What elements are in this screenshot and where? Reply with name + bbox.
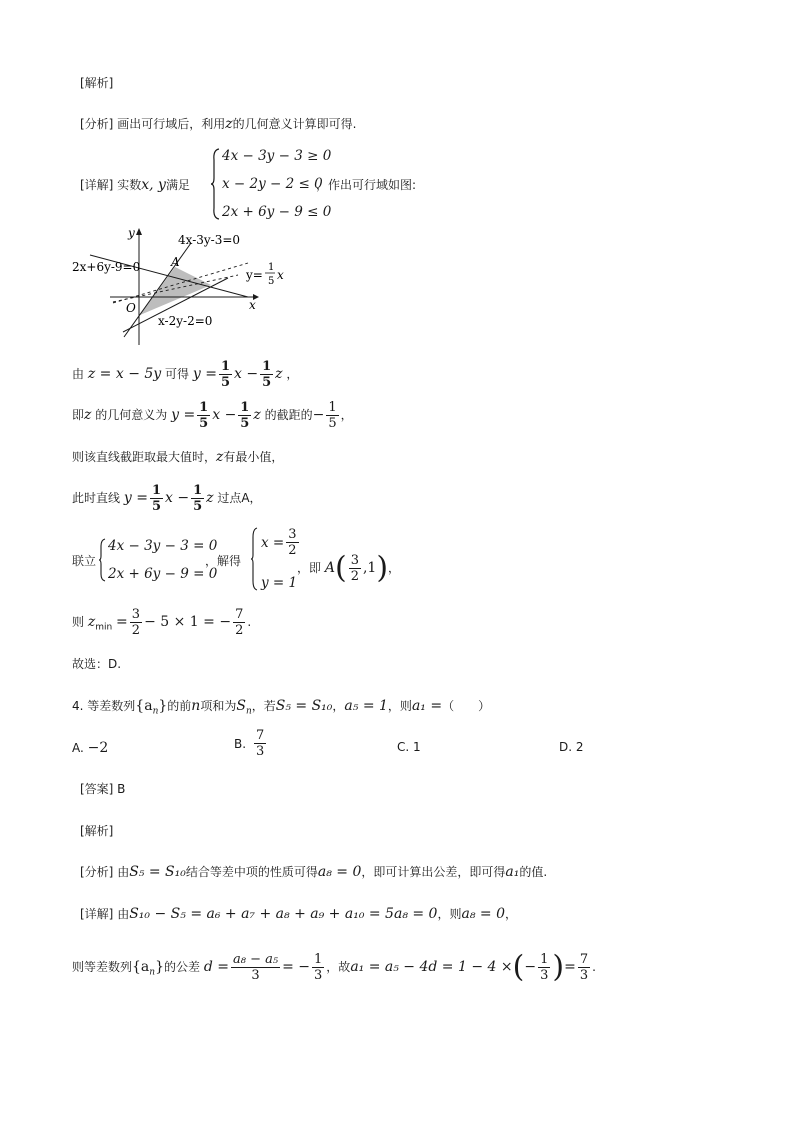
analysis-header: [解析]	[80, 76, 114, 90]
equation-system: 4x − 3y − 3 = 0 2x + 6y − 9 = 0	[98, 538, 217, 582]
analysis-label: [分析]	[80, 117, 114, 131]
line4-suffix: x	[277, 268, 284, 282]
step-6: 则 $z_{min}$ = $\frac{3}{2}$ − 5 × 1 = − $\frac{7}{2}$ .	[72, 607, 252, 638]
step-2: 即z 的几何意义为 y = $\frac{1}{5}$ x − $\frac{1}{5}$ z 的截距的− $\frac{1}{5}$ ，	[72, 400, 353, 431]
answer-select: 故选：D.	[72, 657, 122, 671]
analysis-line-2: [分析] 由S₅ = S₁₀结合等差中项的性质可得a₈ = 0，即可计算出公差，即可得a₁的值.	[80, 864, 548, 880]
analysis-line-1: [分析] 画出可行域后，利用z的几何意义计算即可得.	[80, 116, 357, 132]
solution-system: x = $\frac{3}{2}$ y = 1	[250, 527, 301, 591]
line3-label: x-2y-2=0	[158, 314, 213, 328]
detail-line-1: [详解] 实数x, y满足	[80, 177, 190, 193]
line4-den: 5	[268, 276, 275, 287]
step-3: 则该直线截距取最大值时，z有最小值，	[72, 449, 284, 465]
detail-line-2: [详解] 由S₁₀ − S₅ = a₆ + a₇ + a₈ + a₉ + a₁₀ = 5a₈ = 0，则a₈ = 0，	[80, 906, 517, 922]
step-5-label: 联立	[72, 554, 97, 568]
option-a[interactable]: A. −2	[72, 740, 109, 756]
origin-label: O	[126, 301, 136, 315]
line1-label: 4x-3y-3=0	[178, 233, 241, 247]
line4-num: 1	[268, 262, 275, 273]
y-axis-label: y	[128, 226, 135, 240]
feasible-region-figure	[68, 225, 298, 345]
step-4: 此时直线 y = $\frac{1}{5}$ x − $\frac{1}{5}$ z 过点A，	[72, 483, 262, 514]
question-4: 4. 等差数列$\{a_n\}$的前n项和为$S_n$，若S₅ = S₁₀，a₅ = 1，则a₁ =（ ）	[72, 698, 491, 717]
y-axis-arrow	[136, 228, 142, 235]
final-line: 则等差数列$\{a_n\}$的公差 d = $\frac{\text{a₈ − a₅}}{3}$ = − $\frac{1}{3}$ ，故a₁ = a₅ − 4d = 1 − 4 ×(− $\frac{1}{3}$ )= $\frac{7}{3}$ .	[72, 949, 596, 985]
inequality-system: 4x − 3y − 3 ≥ 0 x − 2y − 2 ≤ 0 2x + 6y − 9 ≤ 0	[210, 148, 331, 220]
x-axis-label: x	[249, 298, 256, 312]
detail-label: [详解]	[80, 178, 114, 192]
answer-line: [答案] B	[80, 782, 126, 796]
option-b[interactable]: B. $\frac{7}{3}$	[234, 728, 265, 759]
step-1: 由 z = x − 5y 可得 y = $\frac{1}{5}$ x − $\frac{1}{5}$ z ，	[72, 359, 299, 390]
point-a-label: A	[171, 255, 180, 269]
analysis-header-2: [解析]	[80, 824, 114, 838]
line4-prefix: y=	[246, 268, 263, 282]
option-d[interactable]: D. 2	[559, 740, 584, 754]
line2-label: 2x+6y-9=0	[72, 260, 141, 274]
option-c[interactable]: C. 1	[397, 740, 421, 754]
feasible-region	[140, 267, 211, 315]
